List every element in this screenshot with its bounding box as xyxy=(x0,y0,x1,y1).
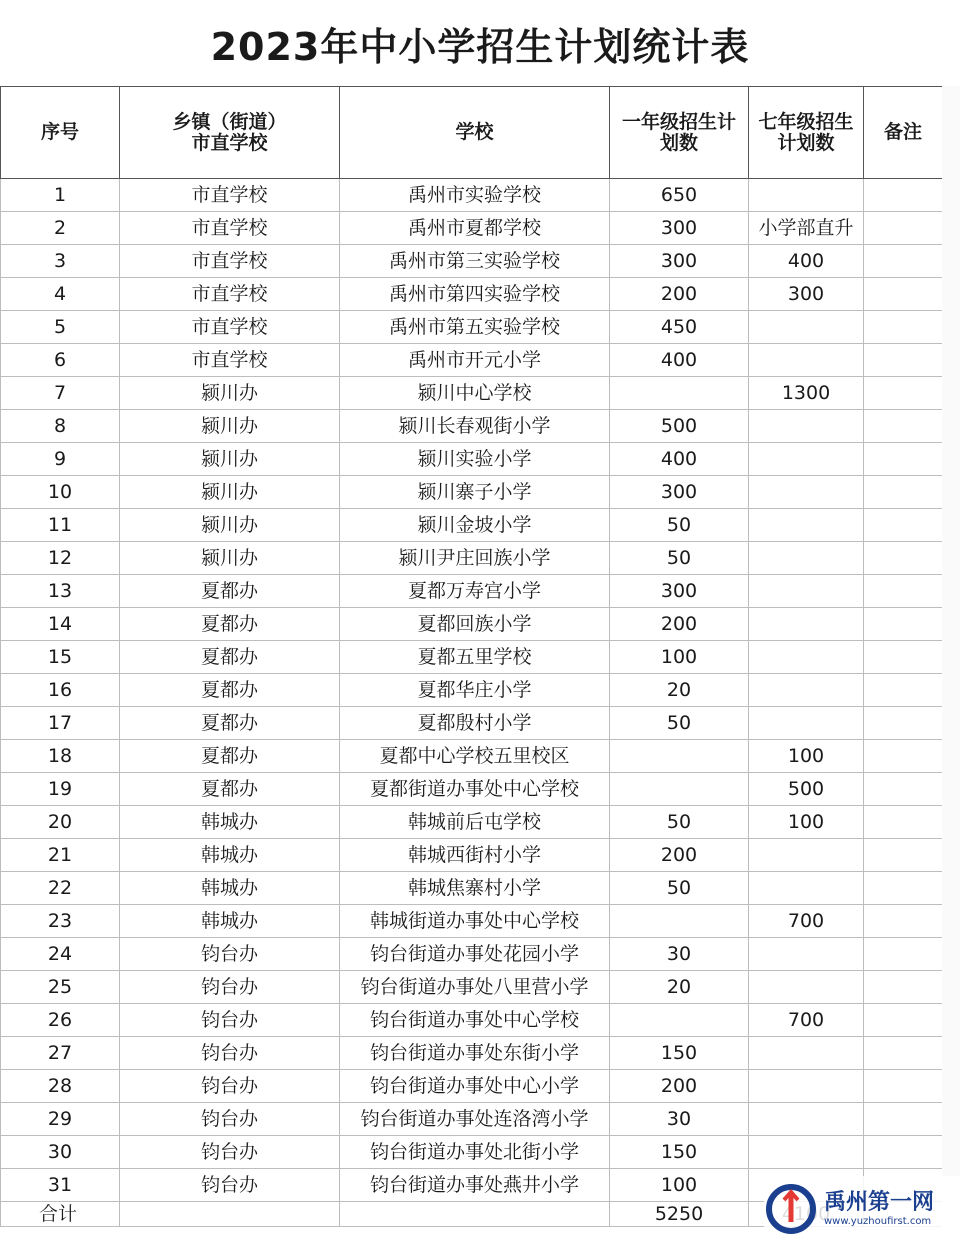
header-grade1-line1: 一年级招生计 xyxy=(621,110,736,133)
cell-grade7 xyxy=(749,839,864,872)
cell-grade7 xyxy=(749,938,864,971)
cell-school: 韩城焦寨村小学 xyxy=(340,872,610,905)
cell-town: 钧台办 xyxy=(120,1004,340,1037)
cell-no: 11 xyxy=(1,509,120,542)
cell-grade1: 200 xyxy=(610,1070,749,1103)
cell-town: 颍川办 xyxy=(120,443,340,476)
cell-school: 禹州市第四实验学校 xyxy=(340,278,610,311)
cell-grade7: 700 xyxy=(749,1004,864,1037)
cell-school: 夏都中心学校五里校区 xyxy=(340,740,610,773)
cell-grade1: 50 xyxy=(610,542,749,575)
table-row xyxy=(1,542,943,575)
table-row xyxy=(1,476,943,509)
cell-grade7: 1300 xyxy=(749,377,864,410)
cell-note xyxy=(864,443,943,476)
cell-school: 禹州市夏都学校 xyxy=(340,212,610,245)
table-row xyxy=(1,1004,943,1037)
cell-grade7 xyxy=(749,1070,864,1103)
cell-grade1: 50 xyxy=(610,872,749,905)
enrollment-table xyxy=(0,86,943,1227)
table-row xyxy=(1,575,943,608)
table-row xyxy=(1,806,943,839)
cell-no: 13 xyxy=(1,575,120,608)
table-row xyxy=(1,311,943,344)
cell-school: 禹州市第三实验学校 xyxy=(340,245,610,278)
cell-no: 21 xyxy=(1,839,120,872)
cell-school: 夏都五里学校 xyxy=(340,641,610,674)
cell-town: 钧台办 xyxy=(120,1169,340,1202)
cell-grade7 xyxy=(749,641,864,674)
cell-note xyxy=(864,377,943,410)
cell-grade1: 100 xyxy=(610,641,749,674)
cell-no: 15 xyxy=(1,641,120,674)
cell-grade1 xyxy=(610,740,749,773)
cell-school: 颍川尹庄回族小学 xyxy=(340,542,610,575)
cell-school: 禹州市开元小学 xyxy=(340,344,610,377)
cell-no: 10 xyxy=(1,476,120,509)
cell-grade7 xyxy=(749,344,864,377)
table-row xyxy=(1,839,943,872)
cell-school: 钧台街道办事处八里营小学 xyxy=(340,971,610,1004)
cell-no: 16 xyxy=(1,674,120,707)
cell-grade7 xyxy=(749,179,864,212)
cell-no: 2 xyxy=(1,212,120,245)
cell-grade1: 300 xyxy=(610,212,749,245)
total-school xyxy=(340,1202,610,1227)
cell-town: 韩城办 xyxy=(120,872,340,905)
header-town-line2: 市直学校 xyxy=(191,131,268,154)
cell-grade7 xyxy=(749,443,864,476)
total-label: 合计 xyxy=(1,1202,120,1227)
cell-grade7 xyxy=(749,1103,864,1136)
header-note: 备注 xyxy=(864,87,943,179)
cell-town: 颍川办 xyxy=(120,542,340,575)
table-row xyxy=(1,938,943,971)
table-row xyxy=(1,608,943,641)
cell-note xyxy=(864,1136,943,1169)
cell-grade1 xyxy=(610,905,749,938)
cell-grade1: 50 xyxy=(610,707,749,740)
cell-town: 韩城办 xyxy=(120,839,340,872)
cell-town: 市直学校 xyxy=(120,245,340,278)
cell-no: 24 xyxy=(1,938,120,971)
cell-grade1: 300 xyxy=(610,476,749,509)
cell-grade1: 650 xyxy=(610,179,749,212)
cell-no: 26 xyxy=(1,1004,120,1037)
cell-note xyxy=(864,1004,943,1037)
cell-school: 夏都万寿宫小学 xyxy=(340,575,610,608)
table-row xyxy=(1,509,943,542)
cell-grade1: 50 xyxy=(610,806,749,839)
cell-school: 颍川寨子小学 xyxy=(340,476,610,509)
cell-no: 7 xyxy=(1,377,120,410)
cell-town: 颍川办 xyxy=(120,509,340,542)
cell-school: 钧台街道办事处燕井小学 xyxy=(340,1169,610,1202)
table-row xyxy=(1,1037,943,1070)
cell-no: 3 xyxy=(1,245,120,278)
cell-no: 18 xyxy=(1,740,120,773)
cell-town: 夏都办 xyxy=(120,641,340,674)
table-row xyxy=(1,740,943,773)
table-row xyxy=(1,1103,943,1136)
cell-note xyxy=(864,278,943,311)
cell-school: 韩城西街村小学 xyxy=(340,839,610,872)
cell-grade7: 500 xyxy=(749,773,864,806)
cell-no: 27 xyxy=(1,1037,120,1070)
cell-school: 夏都华庄小学 xyxy=(340,674,610,707)
cell-no: 14 xyxy=(1,608,120,641)
cell-no: 29 xyxy=(1,1103,120,1136)
table-row xyxy=(1,707,943,740)
cell-grade1: 30 xyxy=(610,938,749,971)
cell-grade7 xyxy=(749,1037,864,1070)
cell-grade7: 小学部直升 xyxy=(749,212,864,245)
cell-town: 颍川办 xyxy=(120,476,340,509)
cell-town: 颍川办 xyxy=(120,410,340,443)
cell-town: 夏都办 xyxy=(120,575,340,608)
cell-grade7: 100 xyxy=(749,740,864,773)
cell-school: 颍川实验小学 xyxy=(340,443,610,476)
table-row xyxy=(1,674,943,707)
cell-note xyxy=(864,575,943,608)
cell-note xyxy=(864,674,943,707)
cell-school: 钧台街道办事处中心小学 xyxy=(340,1070,610,1103)
cell-school: 钧台街道办事处连洛湾小学 xyxy=(340,1103,610,1136)
cell-grade1: 20 xyxy=(610,674,749,707)
cell-school: 颍川中心学校 xyxy=(340,377,610,410)
table-row xyxy=(1,377,943,410)
cell-note xyxy=(864,179,943,212)
cell-grade7 xyxy=(749,707,864,740)
cell-town: 市直学校 xyxy=(120,278,340,311)
total-town xyxy=(120,1202,340,1227)
cell-grade1: 200 xyxy=(610,278,749,311)
table-row xyxy=(1,344,943,377)
cell-note xyxy=(864,1070,943,1103)
cell-school: 韩城街道办事处中心学校 xyxy=(340,905,610,938)
cell-note xyxy=(864,245,943,278)
cell-no: 5 xyxy=(1,311,120,344)
cell-grade1: 450 xyxy=(610,311,749,344)
header-town-line1: 乡镇（街道） xyxy=(172,110,287,133)
cell-town: 夏都办 xyxy=(120,608,340,641)
cell-note xyxy=(864,608,943,641)
cell-grade7 xyxy=(749,476,864,509)
cell-note xyxy=(864,806,943,839)
cell-note xyxy=(864,212,943,245)
table-row xyxy=(1,443,943,476)
cell-note xyxy=(864,476,943,509)
cell-no: 25 xyxy=(1,971,120,1004)
cell-grade7: 700 xyxy=(749,905,864,938)
cell-town: 市直学校 xyxy=(120,311,340,344)
cell-grade1: 400 xyxy=(610,344,749,377)
cell-grade7 xyxy=(749,1136,864,1169)
cell-no: 28 xyxy=(1,1070,120,1103)
cell-grade1: 100 xyxy=(610,1169,749,1202)
header-school: 学校 xyxy=(340,87,610,179)
cell-note xyxy=(864,938,943,971)
cell-school: 颍川长春观街小学 xyxy=(340,410,610,443)
cell-no: 31 xyxy=(1,1169,120,1202)
cell-grade7: 300 xyxy=(749,278,864,311)
cell-note xyxy=(864,311,943,344)
header-grade7-line1: 七年级招生 xyxy=(758,110,854,133)
cell-grade7 xyxy=(749,542,864,575)
cell-town: 韩城办 xyxy=(120,905,340,938)
header-grade7-line2: 计划数 xyxy=(777,131,835,154)
cell-note xyxy=(864,707,943,740)
cell-school: 夏都街道办事处中心学校 xyxy=(340,773,610,806)
cell-grade7: 400 xyxy=(749,245,864,278)
cell-no: 4 xyxy=(1,278,120,311)
cell-note xyxy=(864,509,943,542)
watermark-logo-icon xyxy=(764,1182,818,1236)
table-row xyxy=(1,872,943,905)
header-grade1-line2: 划数 xyxy=(659,131,698,154)
cell-town: 市直学校 xyxy=(120,212,340,245)
header-grade7 xyxy=(749,87,864,179)
cell-grade1: 50 xyxy=(610,509,749,542)
cell-school: 韩城前后屯学校 xyxy=(340,806,610,839)
cell-note xyxy=(864,1037,943,1070)
cell-note xyxy=(864,740,943,773)
cell-no: 20 xyxy=(1,806,120,839)
cell-note xyxy=(864,839,943,872)
cell-grade7 xyxy=(749,311,864,344)
cell-grade1 xyxy=(610,377,749,410)
sheet-edge xyxy=(942,86,960,1242)
table-row xyxy=(1,905,943,938)
cell-town: 市直学校 xyxy=(120,179,340,212)
page-title: 2023年中小学招生计划统计表 xyxy=(0,0,960,87)
cell-town: 钧台办 xyxy=(120,1037,340,1070)
cell-town: 钧台办 xyxy=(120,938,340,971)
cell-town: 钧台办 xyxy=(120,1136,340,1169)
cell-note xyxy=(864,641,943,674)
cell-grade7 xyxy=(749,410,864,443)
cell-no: 6 xyxy=(1,344,120,377)
header-no: 序号 xyxy=(1,87,120,179)
cell-note xyxy=(864,410,943,443)
total-grade1: 5250 xyxy=(610,1202,749,1227)
cell-grade1: 150 xyxy=(610,1136,749,1169)
cell-no: 30 xyxy=(1,1136,120,1169)
cell-town: 夏都办 xyxy=(120,773,340,806)
watermark-site: www.yuzhoufirst.com xyxy=(824,1216,932,1227)
cell-no: 12 xyxy=(1,542,120,575)
table-row xyxy=(1,773,943,806)
table-row xyxy=(1,1136,943,1169)
table-row xyxy=(1,212,943,245)
cell-note xyxy=(864,1103,943,1136)
cell-school: 夏都回族小学 xyxy=(340,608,610,641)
cell-note xyxy=(864,542,943,575)
cell-no: 19 xyxy=(1,773,120,806)
cell-school: 禹州市实验学校 xyxy=(340,179,610,212)
table-body xyxy=(1,179,943,1227)
cell-town: 夏都办 xyxy=(120,740,340,773)
cell-town: 夏都办 xyxy=(120,674,340,707)
cell-no: 8 xyxy=(1,410,120,443)
cell-school: 钧台街道办事处北街小学 xyxy=(340,1136,610,1169)
cell-no: 22 xyxy=(1,872,120,905)
table-row xyxy=(1,245,943,278)
cell-grade7 xyxy=(749,575,864,608)
cell-grade1 xyxy=(610,773,749,806)
cell-note xyxy=(864,773,943,806)
table-row xyxy=(1,410,943,443)
cell-school: 钧台街道办事处花园小学 xyxy=(340,938,610,971)
table-row xyxy=(1,278,943,311)
cell-grade1: 300 xyxy=(610,575,749,608)
cell-no: 17 xyxy=(1,707,120,740)
cell-grade7 xyxy=(749,674,864,707)
cell-grade1: 20 xyxy=(610,971,749,1004)
cell-school: 钧台街道办事处东街小学 xyxy=(340,1037,610,1070)
table-row xyxy=(1,1070,943,1103)
cell-grade1: 200 xyxy=(610,608,749,641)
cell-grade7 xyxy=(749,872,864,905)
cell-note xyxy=(864,905,943,938)
cell-town: 钧台办 xyxy=(120,1103,340,1136)
cell-school: 禹州市第五实验学校 xyxy=(340,311,610,344)
cell-note xyxy=(864,971,943,1004)
cell-grade1: 30 xyxy=(610,1103,749,1136)
cell-grade1: 200 xyxy=(610,839,749,872)
cell-no: 9 xyxy=(1,443,120,476)
header-town xyxy=(120,87,340,179)
cell-note xyxy=(864,344,943,377)
cell-grade1: 300 xyxy=(610,245,749,278)
cell-town: 夏都办 xyxy=(120,707,340,740)
table-row xyxy=(1,641,943,674)
table-row xyxy=(1,971,943,1004)
cell-grade7 xyxy=(749,608,864,641)
cell-no: 1 xyxy=(1,179,120,212)
cell-note xyxy=(864,872,943,905)
watermark-name: 禹州第一网 xyxy=(824,1190,935,1215)
header-row xyxy=(1,87,943,179)
cell-grade1: 400 xyxy=(610,443,749,476)
cell-town: 钧台办 xyxy=(120,971,340,1004)
header-grade1 xyxy=(610,87,749,179)
cell-school: 颍川金坡小学 xyxy=(340,509,610,542)
cell-grade7 xyxy=(749,971,864,1004)
cell-town: 韩城办 xyxy=(120,806,340,839)
cell-town: 市直学校 xyxy=(120,344,340,377)
cell-school: 夏都殷村小学 xyxy=(340,707,610,740)
cell-grade7: 100 xyxy=(749,806,864,839)
cell-grade7 xyxy=(749,509,864,542)
cell-grade1: 500 xyxy=(610,410,749,443)
cell-no: 23 xyxy=(1,905,120,938)
cell-grade1 xyxy=(610,1004,749,1037)
table-row xyxy=(1,179,943,212)
cell-school: 钧台街道办事处中心学校 xyxy=(340,1004,610,1037)
cell-town: 钧台办 xyxy=(120,1070,340,1103)
cell-town: 颍川办 xyxy=(120,377,340,410)
cell-grade1: 150 xyxy=(610,1037,749,1070)
watermark xyxy=(764,1176,960,1242)
